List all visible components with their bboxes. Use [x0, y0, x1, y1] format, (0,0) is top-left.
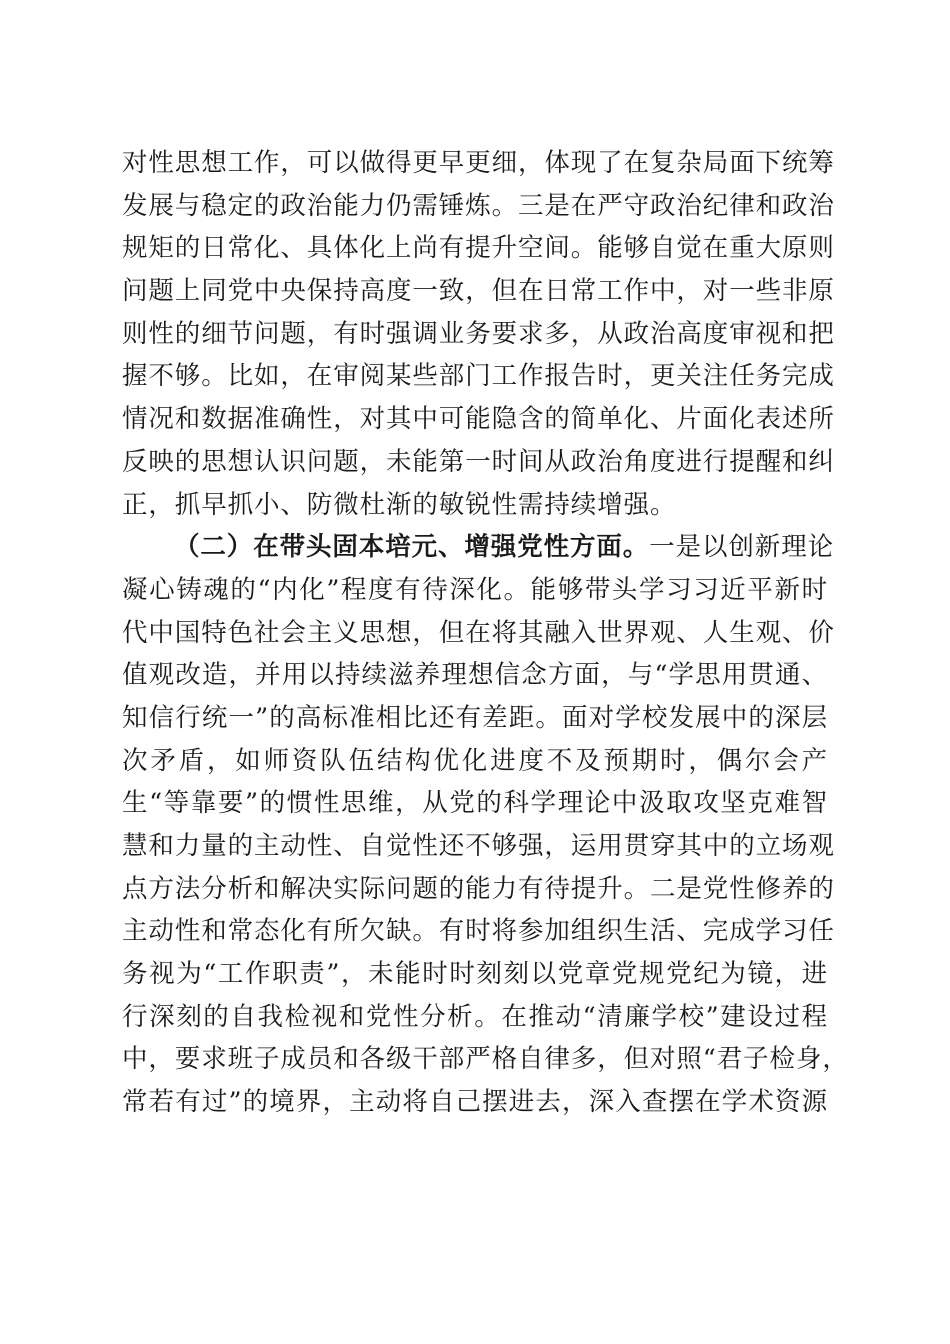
text-line: 常若有过”的境界，主动将自己摆进去，深入查摆在学术资源 — [122, 1087, 828, 1118]
text-line: 慧和力量的主动性、自觉性还不够强，运用贯穿其中的立场观 — [122, 831, 835, 861]
text-line: 点方法分析和解决实际问题的能力有待提升。二是党性修养的 — [122, 873, 835, 904]
text-line: 生“等靠要”的惯性思维，从党的科学理论中汲取攻坚克难智 — [122, 788, 828, 819]
section-heading-rest: 一是以创新理论 — [649, 532, 835, 563]
text-line: 规矩的日常化、具体化上尚有提升空间。能够自觉在重大原则 — [122, 233, 835, 264]
text-line: 情况和数据准确性，对其中可能隐含的简单化、片面化表述所 — [122, 404, 835, 435]
text-line: 反映的思想认识问题，未能第一时间从政治角度进行提醒和纠 — [122, 446, 835, 477]
text-line: 知信行统一”的高标准相比还有差距。面对学校发展中的深层 — [122, 702, 828, 733]
text-line: 中，要求班子成员和各级干部严格自律多，但对照“君子检身， — [122, 1044, 849, 1075]
text-line: 则性的细节问题，有时强调业务要求多，从政治高度审视和把 — [122, 318, 835, 349]
text-line: 握不够。比如，在审阅某些部门工作报告时，更关注任务完成 — [122, 361, 835, 392]
text-line: 发展与稳定的政治能力仍需锤炼。三是在严守政治纪律和政治 — [122, 190, 835, 221]
text-line: 主动性和常态化有所欠缺。有时将参加组织生活、完成学习任 — [122, 916, 835, 947]
text-line: 问题上同党中央保持高度一致，但在日常工作中，对一些非原 — [122, 276, 835, 307]
text-line: 次矛盾，如师资队伍结构优化进度不及预期时，偶尔会产 — [122, 745, 828, 776]
section-heading-line — [122, 526, 835, 569]
section-heading: （二）在带头固本培元、增强党性方面。 — [174, 532, 650, 563]
text-line: 值观改造，并用以持续滋养理想信念方面，与“学思用贯通、 — [122, 660, 828, 691]
text-line: 行深刻的自我检视和党性分析。在推动“清廉学校”建设过程 — [122, 1001, 828, 1032]
text-line: 代中国特色社会主义思想，但在将其融入世界观、人生观、价 — [122, 617, 835, 648]
text-line: 务视为“工作职责”，未能时时刻刻以党章党规党纪为镜，进 — [122, 959, 828, 990]
body-text — [122, 142, 849, 1124]
text-line: 对性思想工作，可以做得更早更细，体现了在复杂局面下统筹 — [122, 148, 835, 178]
text-line: 凝心铸魂的“内化”程度有待深化。能够带头学习习近平新时 — [122, 574, 828, 605]
text-line: 正，抓早抓小、防微杜渐的敏锐性需持续增强。 — [122, 489, 677, 520]
